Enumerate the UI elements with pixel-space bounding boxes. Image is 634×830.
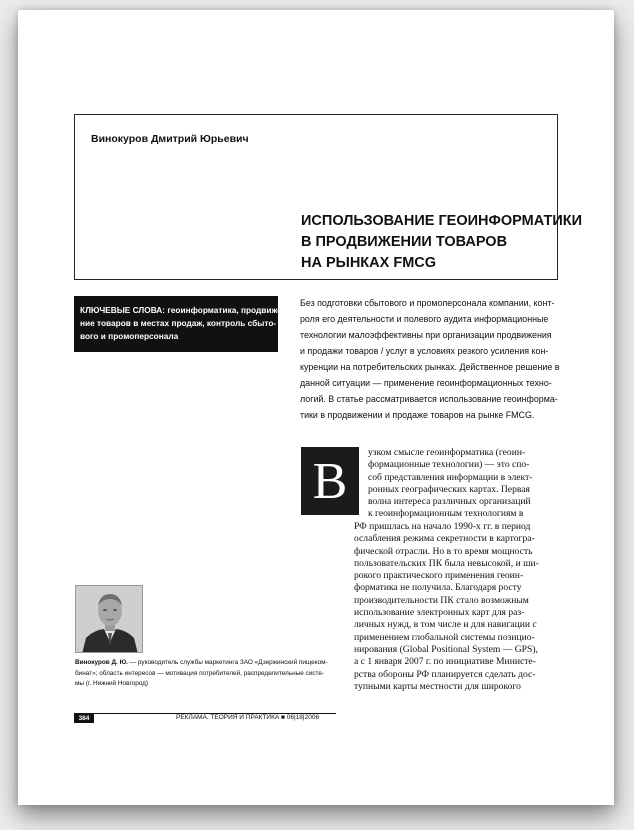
body-line: личных нужд, в том числе и для навигации с	[354, 619, 537, 631]
bio-line: бинат»; область интересов — мотивация потребителей, распределительные систе-	[75, 669, 325, 677]
running-footer: РЕКЛАМА. ТЕОРИЯ И ПРАКТИКА ■ 06|18|2006	[176, 714, 320, 721]
body-line: рства обороны РФ планируется сделать дос-	[354, 668, 536, 680]
bio-line	[75, 658, 345, 669]
abstract-line: логий. В статье рассматривается использование геоинформа-	[300, 394, 558, 404]
body-line: производительности ПК стало возможным	[354, 594, 529, 606]
body-line: соб представления информации в элект-	[368, 471, 533, 483]
portrait-image	[76, 586, 143, 653]
title-line: НА РЫНКАХ FMCG	[301, 255, 437, 271]
body-text-main	[354, 521, 539, 693]
body-line: нирования (Global Positional System — GPS),	[354, 643, 538, 655]
title-line: ИСПОЛЬЗОВАНИЕ ГЕОИНФОРМАТИКИ	[301, 213, 583, 229]
abstract-line: и продажи товаров / услуг в условиях резкого усиления кон-	[300, 346, 549, 356]
author-name: Винокуров Дмитрий Юрьевич	[91, 133, 249, 145]
body-line: форматика не получила. Благодаря росту	[354, 582, 522, 594]
page-number: 384	[74, 714, 94, 723]
bio-line: мы (г. Нижний Новгород)	[75, 680, 149, 687]
body-line: РФ пришлась на начало 1990-х гг. в период	[354, 521, 531, 532]
body-line: формационные технологии) — это спо-	[368, 459, 530, 471]
article-header-box	[74, 114, 583, 280]
body-line: волна интереса различных организаций	[368, 496, 531, 508]
body-line: узком смысле геоинформатика (геоин-	[368, 447, 526, 458]
keywords-line: КЛЮЧЕВЫЕ СЛОВА: геоинформатика, продвиже-	[80, 305, 285, 315]
keywords-box	[74, 296, 285, 352]
abstract-line: куренции на потребительских рынках. Действенное решение в	[300, 362, 560, 372]
drop-cap: В	[301, 447, 359, 515]
body-line: фической отрасли. Но в то время мощность	[354, 545, 533, 557]
body-line: применением глобальной системы позицио-	[354, 631, 535, 643]
body-line: ослабления режима секретности в картогра-	[354, 533, 535, 545]
body-line: тупными карты местности для широкого	[354, 680, 521, 692]
abstract-line: технологии малоэффективны при организации продвижения	[300, 330, 552, 340]
body-line: а с 1 января 2007 г. по инициативе Министе-	[354, 656, 536, 668]
article-title	[301, 211, 582, 274]
bio-name: Винокуров Д. Ю.	[75, 659, 128, 666]
author-photo	[75, 585, 143, 653]
abstract-line: тики в продвижении и продаже товаров на рынке FMCG.	[300, 410, 535, 420]
body-line: рокого практического применения геоин-	[354, 570, 524, 582]
body-line: использование электронных карт для раз-	[354, 607, 525, 619]
title-line: В ПРОДВИЖЕНИИ ТОВАРОВ	[301, 234, 508, 250]
keywords-line: вого и промоперсонала	[80, 331, 179, 341]
abstract-line: роля его деятельности и полевого аудита информационные	[300, 314, 549, 324]
abstract	[300, 295, 562, 423]
keywords-line: ние товаров в местах продаж, контроль сбыто-	[80, 318, 277, 328]
body-text-top	[368, 447, 532, 521]
body-line: к геоинформационным технологиям в	[368, 508, 524, 520]
abstract-line: Без подготовки сбытового и промоперсонала компании, конт-	[300, 298, 555, 308]
body-line: ронных географических картах. Первая	[368, 483, 530, 495]
journal-page	[18, 10, 614, 805]
bio-text: — руководитель службы маркетинга ЗАО «Дзержинский пищеком-	[127, 659, 328, 666]
abstract-line: данной ситуации — применение геоинформационных техно-	[300, 378, 552, 388]
body-line: пользовательских ПК была невысокой, и ши-	[354, 557, 539, 569]
author-bio	[75, 658, 345, 690]
